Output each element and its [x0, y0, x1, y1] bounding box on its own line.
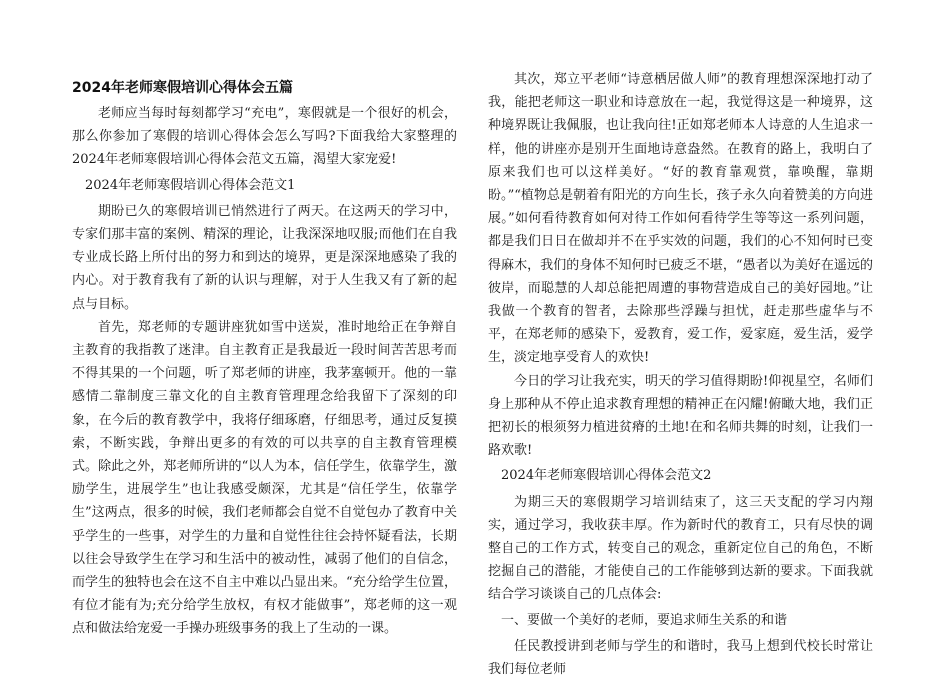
body-paragraph-2: 首先，郑老师的专题讲座犹如雪中送炭，准时地给正在争辩自主教育的我指教了迷津。自主教育正是我最近一段时间苦苦思考而不得其果的一个问题，听了郑老师的讲座，我茅塞顿开。他的一靠感情二靠制度三靠文化的自主教育管理理念给我留下了深刻的印象，在今后的教育教学中，我将仔细琢磨，仔细思考，通过反复摸索，不断实践，争辩出更多的有效的可以共享的自主教育管理模式。除此之外，郑老师所讲的“以人为本，信任学生，依靠学生，激励学生，进展学生”也让我感受颇深，尤其是“信任学生，依靠学生”这两点，很多的时候，我们老师都会自觉不自觉包办了教育中关乎学生的一些事，对学生的力量和自觉性往往会持怀疑看法，长期以往会导致学生在学习和生活中的被动性，减弱了他们的自信念，而学生的独特也会在这不自主中难以凸显出来。“充分给学生位置，有位才能有为;充分给学生放权，有权才能做事”，郑老师的这一观点和做法给宠爱一手操办班级事务的我上了生动的一课。 [72, 319, 457, 637]
section-heading-1: 2024年老师寒假培训心得体会范文1 [85, 177, 296, 193]
right-column [488, 68, 873, 681]
body-paragraph-5: 为期三天的寒假期学习培训结束了，这三天支配的学习内翔实，通过学习，我收获丰厚。作为新时代的教育工，只有尽快的调整自己的工作方式，转变自己的观念，重新定位自己的角色，不断挖掘自己的潜能，才能使自己的工作能够到达新的要求。下面我就结合学习谈谈自己的几点体会: [488, 494, 873, 603]
body-paragraph-3: 其次，郑立平老师“诗意栖居做人师”的教育理想深深地打动了我，能把老师这一职业和诗意放在一起，我觉得这是一种境界，这种境界既让我佩服，也让我向往!正如郑老师本人诗意的人生追求一样，他的讲座亦是别开生面地诗意盎然。在教育的路上，我明白了原来我们也可以这样美好。“好的教育靠观赏，靠唤醒，靠期盼。”“植物总是朝着有阳光的方向生长，孩子永久向着赞美的方向进展。”如何看待教育如何对待工作如何看待学生等等这一系列问题，都是我们日日在做却并不在乎实效的问题，我们的心不知何时已变得麻木，我们的身体不知何时已疲乏不堪，“愚者以为美好在遥远的彼岸，而聪慧的人却总能把周遭的事物营造成自己的美好园地。”让我做一个教育的智者，去除那些浮躁与担忧，赶走那些虚华与不平，在郑老师的感染下，爱教育，爱工作，爱家庭，爱生活，爱学生，淡定地享受育人的欢快! [488, 72, 873, 366]
body-paragraph-1: 期盼已久的寒假培训已悄然进行了两天。在这两天的学习中，专家们那丰富的案例、精深的理论，让我深深地叹服;而他们在自我专业成长路上所付出的努力和到达的境界，更是深深地感染了我的内心。对于教育我有了新的认识与理解，对于人生我又有了新的起点与目标。 [72, 203, 457, 312]
subheading-1: 一、要做一个美好的老师，要追求师生关系的和谐 [501, 612, 788, 628]
left-column [72, 68, 457, 641]
intro-paragraph: 老师应当每时每刻都学习“充电”，寒假就是一个很好的机会，那么你参加了寒假的培训心得体会怎么写吗?下面我给大家整理的2024年老师寒假培训心得体会范文五篇，渴望大家宠爱! [72, 106, 457, 168]
body-paragraph-4: 今日的学习让我充实，明天的学习值得期盼!仰视星空，名师们身上那种从不停止追求教育理想的精神正在闪耀!俯瞰大地，我们正把初长的根须努力植进贫瘠的土地!在和名师共舞的时刻，让我们一路欢歌! [488, 373, 873, 459]
section-heading-2: 2024年老师寒假培训心得体会范文2 [501, 468, 712, 484]
body-paragraph-6: 任民教授讲到老师与学生的和谐时，我马上想到代校长时常让我们每位老师 [488, 638, 873, 678]
document-title: 2024年老师寒假培训心得体会五篇 [72, 80, 293, 96]
